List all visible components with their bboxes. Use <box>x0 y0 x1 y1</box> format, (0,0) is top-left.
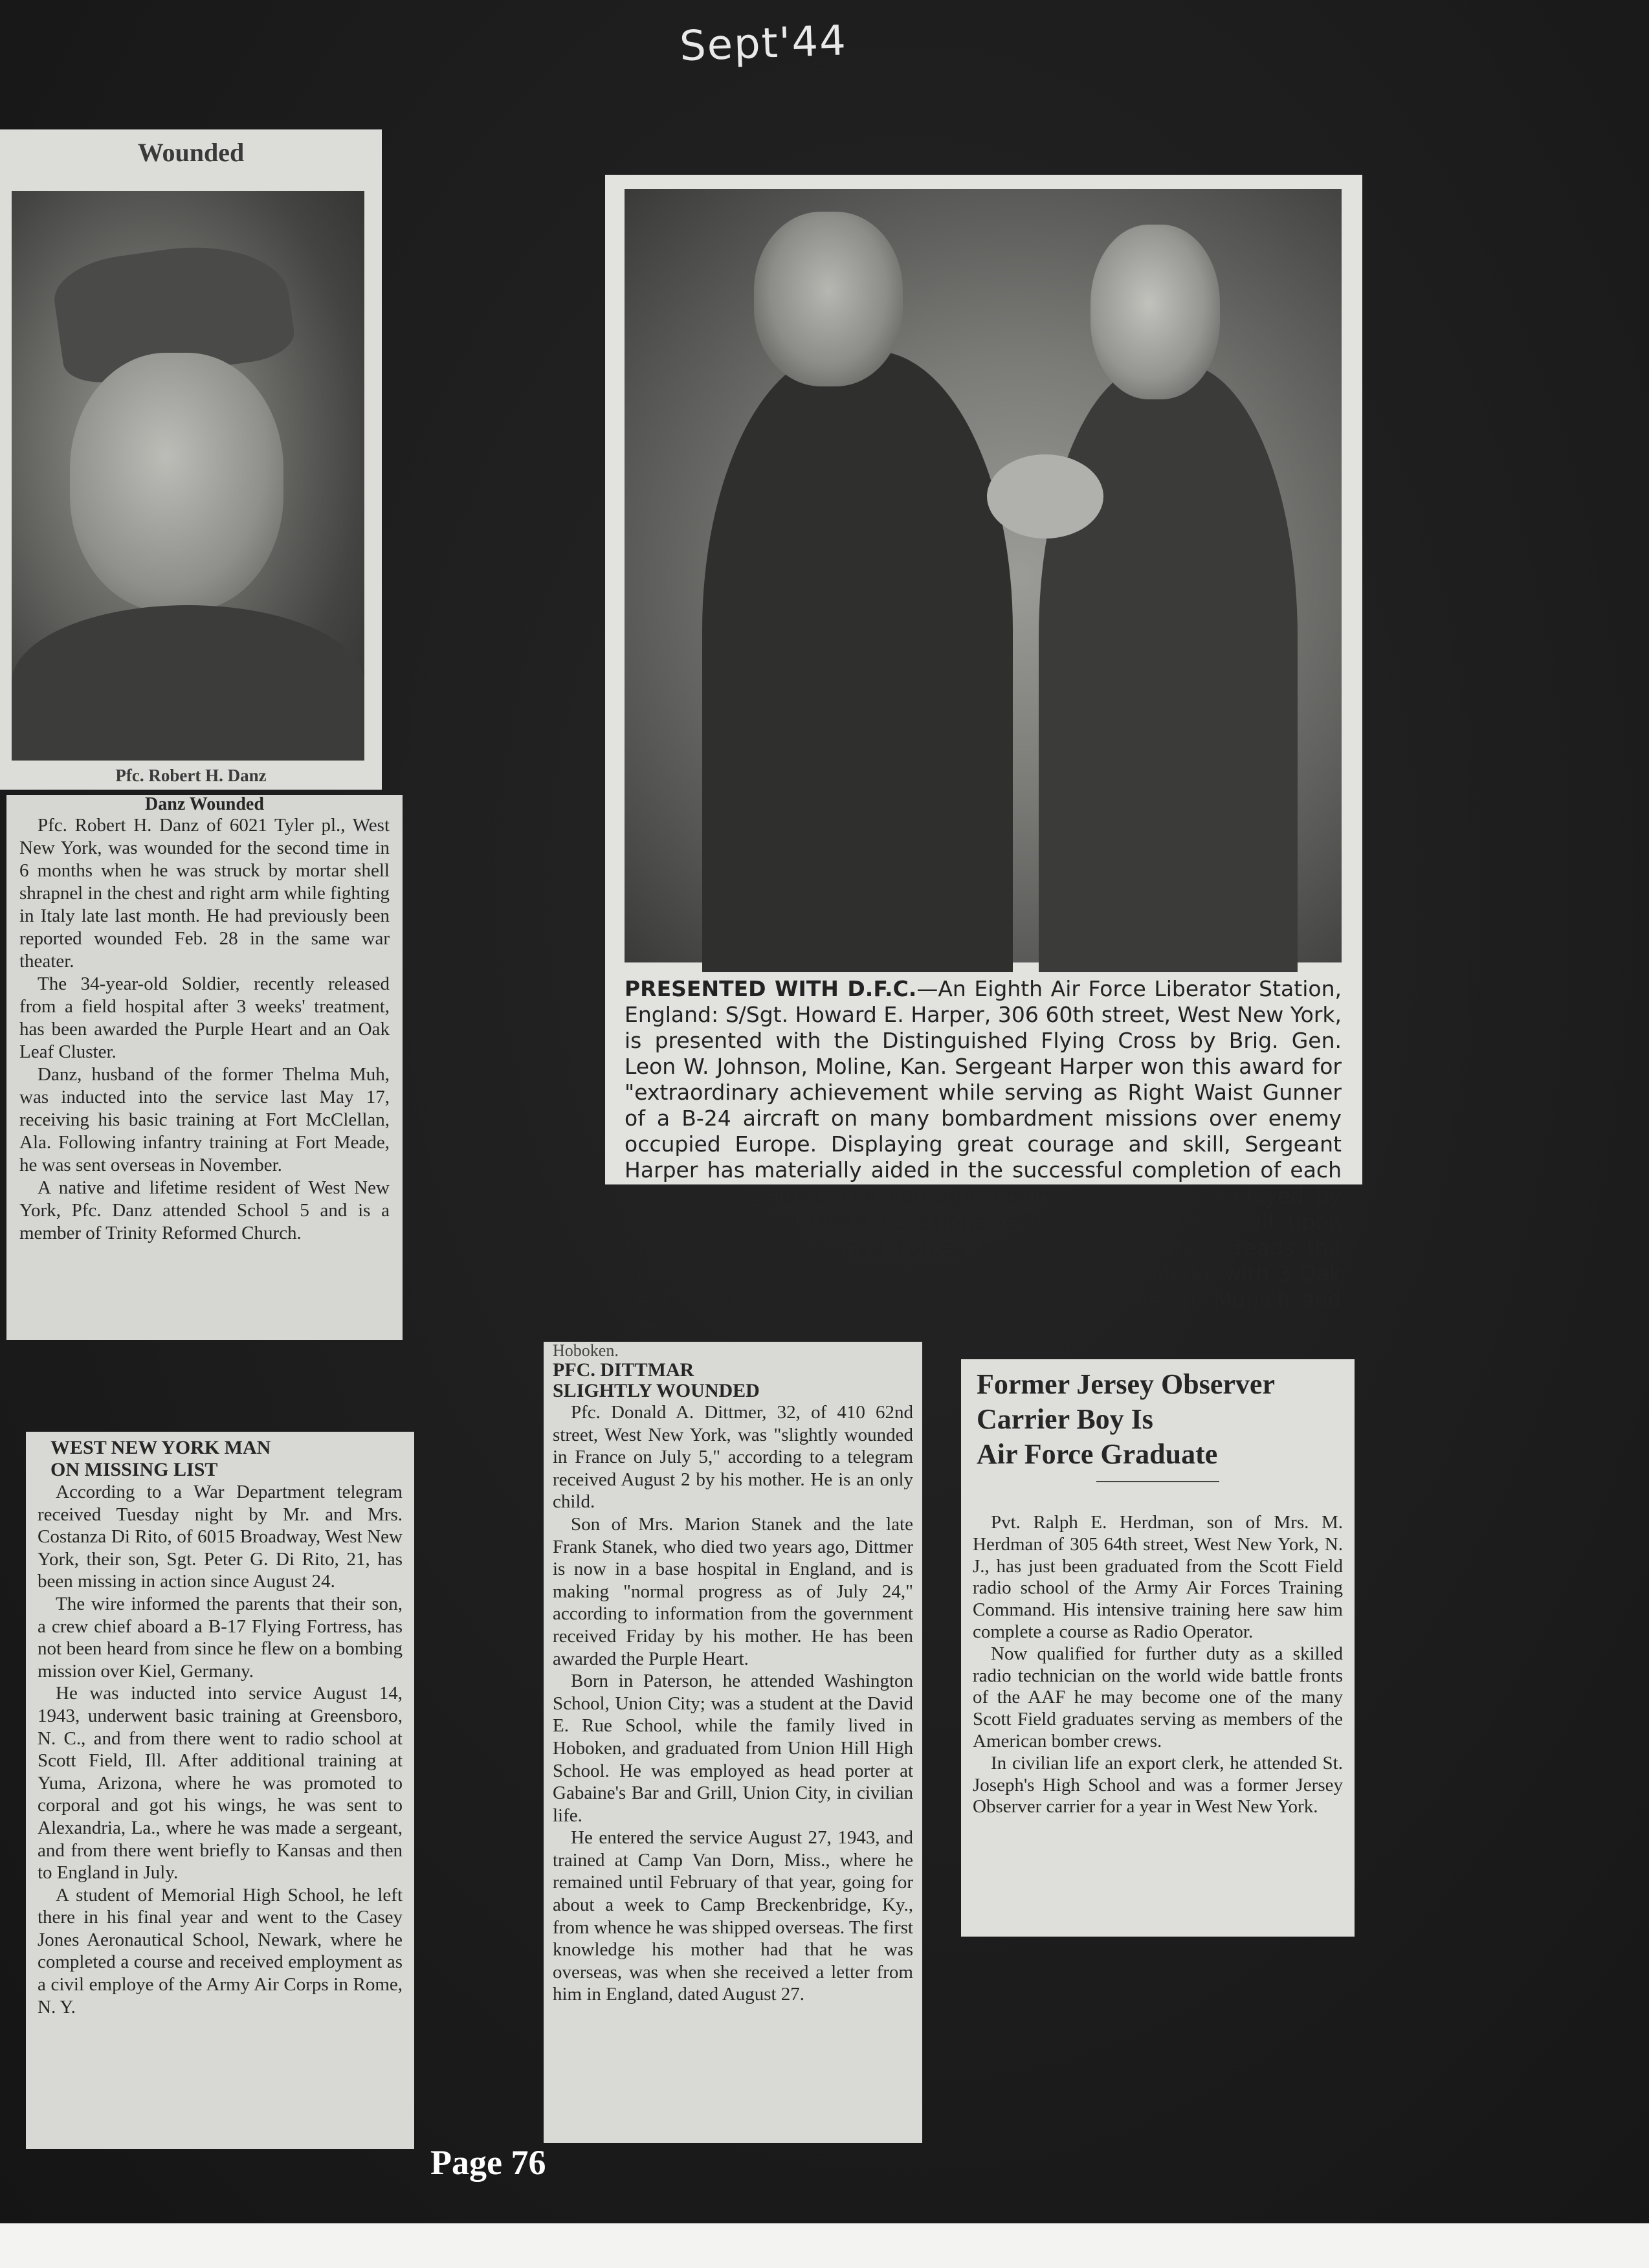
headline-line: SLIGHTLY WOUNDED <box>553 1380 760 1401</box>
article-headline <box>973 1367 1343 1472</box>
headline-line: Former Jersey Observer <box>977 1368 1275 1400</box>
article-subhead: Danz Wounded <box>145 794 264 814</box>
headline-line: WEST NEW YORK MAN <box>50 1437 271 1458</box>
article-paragraph: In civilian life an export clerk, he attended St. Joseph's High School and was a former Jersey Observer carrier for a year in West New York. <box>973 1752 1343 1818</box>
pinning-hands <box>987 454 1103 539</box>
article-headline <box>38 1437 403 1481</box>
herdman-graduate-article <box>961 1359 1355 1937</box>
headline-rule <box>1096 1481 1219 1482</box>
dfc-presentation-photo <box>625 189 1342 962</box>
headline-line: ON MISSING LIST <box>50 1459 218 1480</box>
clipped-stub-text: Hoboken. <box>553 1341 619 1360</box>
headline-line: Air Force Graduate <box>977 1438 1218 1470</box>
sergeant-head <box>1090 225 1220 399</box>
dfc-lead: PRESENTED WITH D.F.C. <box>625 976 917 1001</box>
article-paragraph: Pfc. Robert H. Danz of 6021 Tyler pl., West New York, was wounded for the second time in 6 months when he was struck by mortar shell shrapnel in the chest and right arm while fighting in Italy late last month. He had previously been reported wounded Feb. 28 in the same war theater. <box>19 815 390 972</box>
article-paragraph: Son of Mrs. Marion Stanek and the late Frank Stanek, who died two years ago, Dittmer is now in a base hospital in England, and is making "normal progress as of July 24," according to information from the government received Friday by his mother. He has been awarded the Purple Heart. <box>553 1513 913 1669</box>
danz-wounded-article <box>6 795 403 1340</box>
scan-margin <box>0 2223 1649 2268</box>
article-paragraph: Pfc. Donald A. Dittmer, 32, of 410 62nd street, West New York, was "slightly wounded in France on July 5," according to a telegram received August 2 by his mother. He is an only child. <box>553 1402 913 1513</box>
photo-caption: Pfc. Robert H. Danz <box>115 766 267 785</box>
wounded-photo-clipping <box>0 129 382 790</box>
handwritten-date: Sept'44 <box>678 17 848 71</box>
general-head <box>754 212 903 386</box>
uniform <box>12 605 364 761</box>
missing-list-article <box>26 1432 414 2149</box>
article-paragraph: According to a War Department telegram received Tuesday night by Mr. and Mrs. Costanza Di Rito, of 6015 Broadway, West New York, their son, Sgt. Peter G. Di Rito, 21, has been missing in action since August 24. <box>38 1482 403 1592</box>
article-paragraph: The wire informed the parents that their son, a crew chief aboard a B-17 Flying Fortress, has not been heard from since he flew on a bombing mission over Kiel, Germany. <box>38 1593 403 1682</box>
face <box>70 353 283 612</box>
article-headline <box>553 1360 913 1401</box>
article-paragraph: A student of Memorial High School, he left there in his final year and went to the Casey Jones Aeronautical School, Newark, where he completed a course and received employment as a civil employe of the Army Air Corps in Rome, N. Y. <box>38 1884 403 2018</box>
sergeant-figure <box>1039 364 1298 972</box>
headline-line: PFC. DITTMAR <box>553 1359 694 1381</box>
article-paragraph: A native and lifetime resident of West New York, Pfc. Danz attended School 5 and is a member of Trinity Reformed Church. <box>19 1177 390 1243</box>
article-paragraph: Pvt. Ralph E. Herdman, son of Mrs. M. Herdman of 305 64th street, West New York, N. J., has just been graduated from the Scott Field radio school of the Army Air Forces Training Command. His intensive training here saw him complete a course as Radio Operator. <box>973 1512 1343 1642</box>
article-paragraph: The 34-year-old Soldier, recently released from a field hospital after 3 weeks' treatment, has been awarded the Purple Heart and an Oak Leaf Cluster. <box>19 973 390 1062</box>
dfc-caption-text <box>625 976 1342 1339</box>
page-number: Page 76 <box>430 2143 546 2182</box>
article-paragraph: Danz, husband of the former Thelma Muh, was inducted into the service last May 17, receiving his basic training at Fort McClellan, Ala. Following infantry training at Fort Meade, he was sent overseas in November. <box>19 1064 390 1175</box>
dfc-presentation-clipping <box>605 175 1362 1338</box>
danz-portrait-photo <box>12 191 364 761</box>
dfc-body: —An Eighth Air Force Liberator Station, England: S/Sgt. Howard E. Harper, 306 60th street, West New York, is presented with the Distinguished Flying Cross by Brig. Gen. Leon W. Johnson, Moline, Kan. Sergeant Harper won this award for "extraordinary achievement while serving as Right Waist Gunner of a B-24 aircraft on many bombardment missions over enemy occupied Europe. Displaying great courage and skill, Sergeant Harper has materially aided in the successful completion of each of these missions. The courage, coolness and skill displayed by this man on all these occasions reflect the highest credit upon himself and the Armed Forces of the United States", reads the citation. Sergeant Harper, who also hold the Air Medal with 3 Oak Leaf Clusters, has participated in raids upon Berlin, Munich and Kiel. <box>625 976 1342 1338</box>
article-paragraph: Born in Paterson, he attended Washington School, Union City; was a student at the David E. Rue School, while the family lived in Hoboken, and graduated from Union Hill High School. He was employed as head porter at Gabaine's Bar and Grill, Union City, in civilian life. <box>553 1671 913 1826</box>
wounded-header: Wounded <box>137 138 245 167</box>
dittmar-wounded-article <box>544 1342 922 2143</box>
headline-line: Carrier Boy Is <box>977 1403 1153 1435</box>
article-paragraph: He was inducted into service August 14, 1943, underwent basic training at Greensboro, N. C., and from there went to radio school at Scott Field, Ill. After additional training at Yuma, Arizona, where he was promoted to corporal and got his wings, he was sent to Alexandria, La., where he was made a sergeant, and from there went briefly to Kansas and then to England in July. <box>38 1683 403 1884</box>
general-figure <box>702 351 1013 972</box>
article-paragraph: Now qualified for further duty as a skilled radio technician on the world wide battle fronts of the AAF he may become one of the many Scott Field graduates serving as members of the American bomber crews. <box>973 1643 1343 1751</box>
article-paragraph: He entered the service August 27, 1943, and trained at Camp Van Dorn, Miss., where he remained until February of that year, going for about a week to Camp Breckenbridge, Ky., from whence he was shipped overseas. The first knowledge his mother had that he was overseas, was when she received a letter from him in England, dated August 27. <box>553 1827 913 2005</box>
